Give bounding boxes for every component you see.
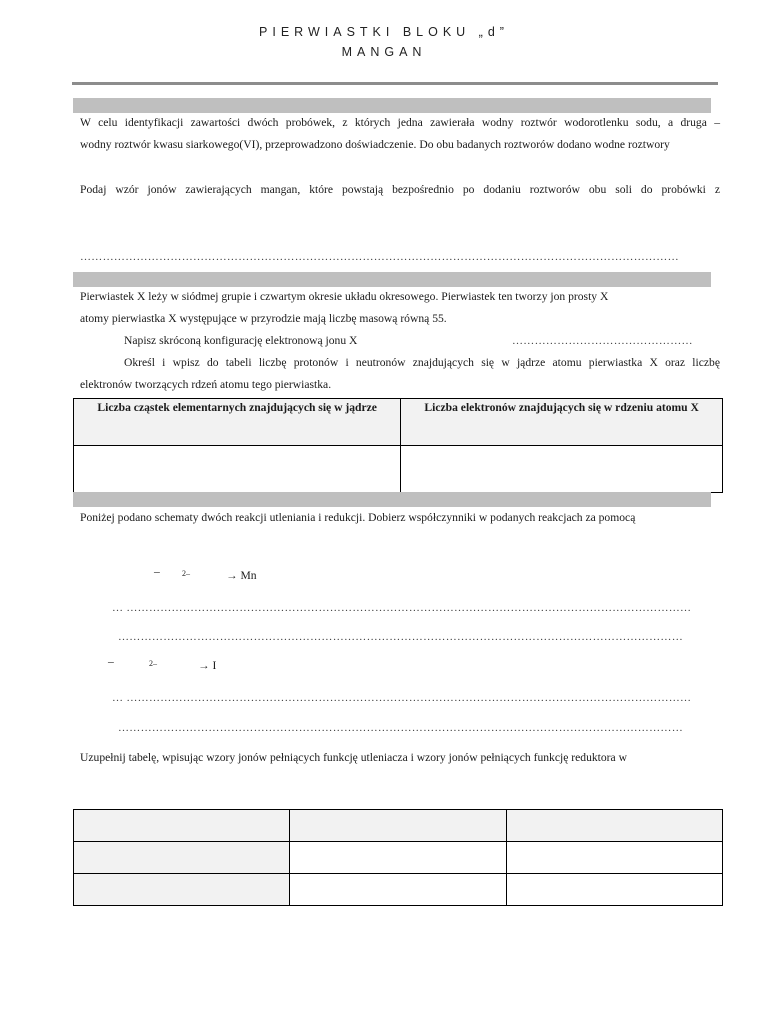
table-header-core: Liczba elektronów znajdujących się w rdzeniu atomu X — [401, 399, 723, 446]
reaction1-answer-line2[interactable]: …………………………………………………………………………………………………………………………………… — [118, 631, 683, 643]
task2-line2: atomy pierwiastka X występujące w przyrodzie mają liczbę masową równą 55. — [80, 312, 447, 325]
table2-header-cell — [506, 810, 722, 842]
reaction2-minus: – — [108, 655, 114, 668]
reaction2-answer-line2[interactable]: …………………………………………………………………………………………………………………………………… — [118, 722, 683, 734]
particles-table — [73, 398, 723, 493]
page-title: PIERWIASTKI BLOKU „d” — [259, 25, 509, 39]
task1-header-bar — [73, 98, 711, 113]
task2-header-bar — [73, 272, 711, 287]
page-subtitle: MANGAN — [341, 45, 427, 59]
task1-line3: Podaj wzór jonów zawierających mangan, które powstają bezpośrednio po dodaniu roztworów obu soli do probówki z — [80, 183, 720, 196]
task2-config-answer[interactable]: ………………………………………… — [512, 335, 693, 347]
task3-line1: Poniżej podano schematy dwóch reakcji utleniania i redukcji. Dobierz współczynniki w podanych reakcjach za pomocą — [80, 511, 636, 524]
task2-line5: elektronów tworzących rdzeń atomu tego pierwiastka. — [80, 378, 332, 391]
table2-header-cell — [74, 810, 290, 842]
task1-answer-line[interactable]: …………………………………………………………………………………………………………………………………………… — [80, 251, 679, 263]
task1-line1: W celu identyfikacji zawartości dwóch probówek, z których jedna zawierała wodny roztwór wodorotlenku sodu, a druga – — [80, 116, 720, 129]
table2-row-label-cell — [74, 874, 290, 906]
table2-answer-cell[interactable] — [506, 842, 722, 874]
oxidizer-reducer-table — [73, 809, 723, 906]
table2-answer-cell[interactable] — [506, 874, 722, 906]
task2-line3: Napisz skróconą konfigurację elektronową jonu X — [124, 334, 358, 347]
task1-line2: wodny roztwór kwasu siarkowego(VI), przeprowadzono doświadczenie. Do obu badanych roztworów dodano wodne roztwory — [80, 138, 670, 151]
task2-line1: Pierwiastek X leży w siódmej grupie i czwartym okresie układu okresowego. Pierwiastek ten tworzy jon prosty X — [80, 290, 609, 303]
reaction1-charge: 2– — [182, 569, 190, 578]
reaction1-minus: – — [154, 565, 160, 578]
answer-cell-nucleus[interactable] — [74, 446, 401, 493]
table2-answer-cell[interactable] — [290, 842, 506, 874]
table2-answer-cell[interactable] — [290, 874, 506, 906]
task4-line1: Uzupełnij tabelę, wpisując wzory jonów pełniących funkcję utleniacza i wzory jonów pełniących funkcję reduktora w — [80, 751, 627, 764]
table2-header-cell — [290, 810, 506, 842]
reaction1-answer-line1[interactable]: … …………………………………………………………………………………………………………………………………… — [112, 602, 692, 614]
table2-row-label-cell — [74, 842, 290, 874]
task3-header-bar — [73, 492, 711, 507]
table-header-nucleus: Liczba cząstek elementarnych znajdujących się w jądrze — [74, 399, 401, 446]
task2-line4: Określ i wpisz do tabeli liczbę protonów i neutronów znajdujących się w jądrze atomu pierwiastka X oraz liczbę — [124, 356, 720, 369]
reaction2-charge: 2– — [149, 659, 157, 668]
reaction2-answer-line1[interactable]: … …………………………………………………………………………………………………………………………………… — [112, 692, 692, 704]
title-divider — [72, 82, 718, 85]
answer-cell-core[interactable] — [401, 446, 723, 493]
reaction1-product: → Mn — [226, 569, 257, 582]
reaction2-product: → I — [198, 659, 217, 672]
